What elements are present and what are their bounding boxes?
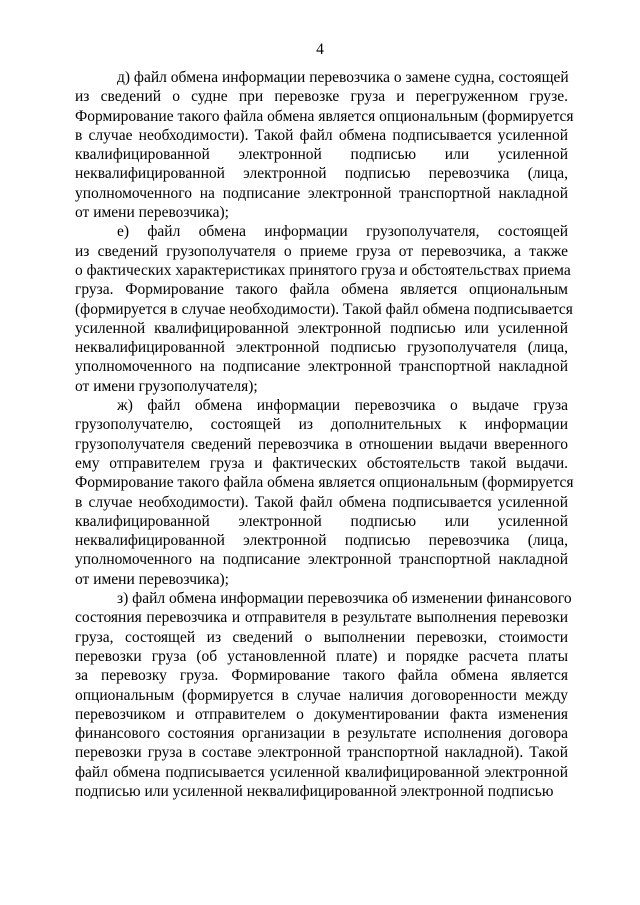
text-line: перевозки груза (об установленной плате) и порядке расчета платы <box>75 647 568 665</box>
text-line: финансового состояния организации в результате исполнения договора <box>75 725 568 743</box>
text-line: за перевозку груза. Формирование такого файла обмена является <box>75 667 568 685</box>
text-line: из сведений о судне при перевозке груза и перегруженном грузе. <box>75 88 568 106</box>
text-line: грузополучателю, состоящей из дополнительных к информации <box>75 416 568 434</box>
text-line: опциональным (формируется в случае наличия договоренности между <box>75 686 568 704</box>
text-line: Формирование такого файла обмена является опциональным (формируется <box>75 474 574 492</box>
text-line: подписью или усиленной неквалифицированной электронной подписью <box>75 782 554 800</box>
text-line: квалифицированной электронной подписью или усиленной <box>75 512 568 530</box>
text-line: ему отправителем груза и фактических обстоятельств такой выдачи. <box>75 454 568 472</box>
paragraph-d <box>75 68 574 222</box>
text-line: от имени перевозчика); <box>75 204 229 222</box>
text-line: файл обмена подписывается усиленной квалифицированной электронной <box>75 763 568 781</box>
text-line: уполномоченного на подписание электронной транспортной накладной <box>75 551 568 569</box>
text-line: груза. Формирование такого файла обмена является опциональным <box>75 281 568 299</box>
text-line: груза, состоящей из сведений о выполнении перевозки, стоимости <box>75 628 568 646</box>
page-number: 4 <box>316 41 324 58</box>
text-line: Формирование такого файла обмена является опциональным (формируется <box>75 107 574 125</box>
text-line: состояния перевозчика и отправителя в результате выполнения перевозки <box>75 609 568 627</box>
text-line: е) файл обмена информации грузополучателя, состоящей <box>117 223 568 241</box>
text-line: неквалифицированной электронной подписью перевозчика (лица, <box>75 532 568 550</box>
text-line: уполномоченного на подписание электронной транспортной накладной <box>75 184 568 202</box>
text-line: перевозки груза в составе электронной транспортной накладной). Такой <box>75 744 568 762</box>
text-line: грузополучателя сведений перевозчика в отношении выдачи вверенного <box>75 435 568 453</box>
paragraph-e <box>75 222 573 396</box>
paragraph-zh <box>75 396 574 589</box>
text-line: о фактических характеристиках принятого груза и обстоятельствах приема <box>75 261 571 279</box>
text-line: от имени грузополучателя); <box>75 377 258 395</box>
text-line: в случае необходимости). Такой файл обмена подписывается усиленной <box>75 493 568 511</box>
text-line: усиленной квалифицированной электронной подписью или усиленной <box>75 319 568 337</box>
text-line: квалифицированной электронной подписью или усиленной <box>75 146 568 164</box>
text-line: уполномоченного на подписание электронной транспортной накладной <box>75 358 568 376</box>
text-line: в случае необходимости). Такой файл обмена подписывается усиленной <box>75 126 568 144</box>
document-body <box>75 68 574 801</box>
text-line: от имени перевозчика); <box>75 570 229 588</box>
text-line: з) файл обмена информации перевозчика об изменении финансового <box>117 590 572 608</box>
text-line: неквалифицированной электронной подписью перевозчика (лица, <box>75 165 568 183</box>
text-line: ж) файл обмена информации перевозчика о выдаче груза <box>117 397 568 415</box>
text-line: из сведений грузополучателя о приеме груза от перевозчика, а также <box>75 242 568 260</box>
text-line: д) файл обмена информации перевозчика о замене судна, состоящей <box>117 69 569 86</box>
paragraph-z <box>75 589 572 801</box>
text-line: (формируется в случае необходимости). Такой файл обмена подписывается <box>75 300 573 318</box>
text-line: неквалифицированной электронной подписью грузополучателя (лица, <box>75 339 568 357</box>
text-line: перевозчиком и отправителем о документировании факта изменения <box>75 705 568 723</box>
